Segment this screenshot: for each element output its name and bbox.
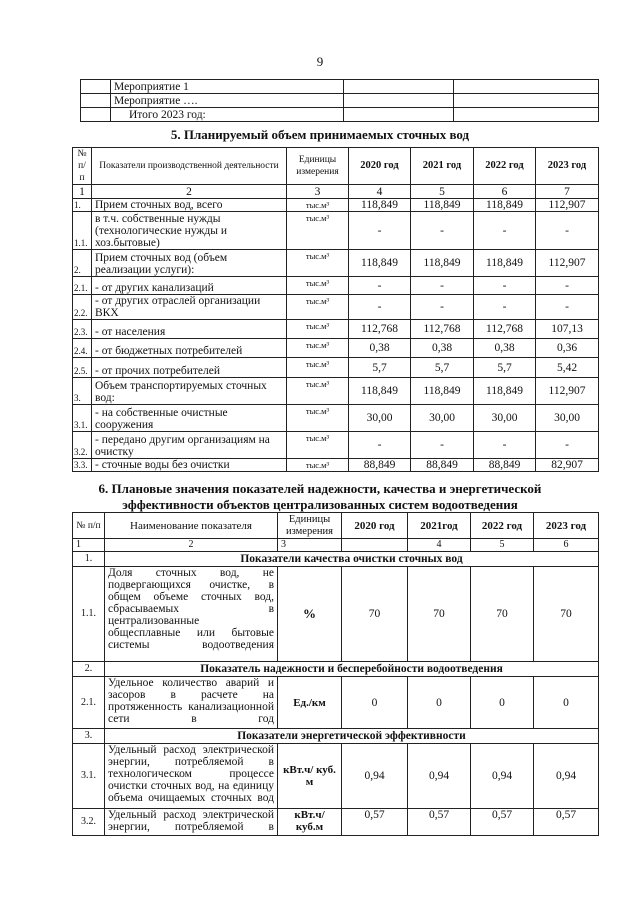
value-2021: 118,849	[411, 378, 474, 405]
table-row	[73, 677, 599, 729]
section-title: Показатели качества очистки сточных вод	[105, 552, 599, 567]
page-number: 9	[316, 54, 324, 69]
value-2021: -	[411, 295, 474, 320]
row-name: - от других канализаций	[92, 277, 287, 295]
section-row	[73, 729, 599, 744]
row-name: - передано другим организациям на очистку	[92, 432, 287, 459]
row-unit: тыс.м³	[287, 339, 349, 358]
row-no: 1.1.	[73, 212, 92, 250]
row-no: 2.5.	[73, 358, 92, 378]
table-row	[73, 809, 599, 836]
value-2021: 5,7	[411, 358, 474, 378]
row-name: - от других отраслей организации ВКХ	[92, 295, 287, 320]
row-unit: кВт.ч/ куб.м	[278, 809, 342, 836]
value-2021: -	[411, 212, 474, 250]
row-name: Прием сточных вод (объем реализации услуги):	[92, 250, 287, 277]
row-no: 3.3.	[73, 459, 92, 472]
row-name: в т.ч. собственные нужды (технологические нужды и хоз.бытовые)	[92, 212, 287, 250]
value-2020: 118,849	[349, 199, 411, 212]
table-row	[73, 744, 599, 809]
value-2023: 0,36	[536, 339, 599, 358]
row-name: - от бюджетных потребителей	[92, 339, 287, 358]
table-header-row	[73, 513, 599, 539]
value-2021: 0,94	[408, 744, 471, 809]
row-unit: тыс.м³	[287, 199, 349, 212]
index-cell: 6	[534, 539, 599, 552]
table-row	[73, 358, 599, 378]
row-no: 2.3.	[73, 320, 92, 339]
section-no: 1.	[73, 552, 105, 567]
row-no: 1.	[73, 199, 92, 212]
table-row	[73, 432, 599, 459]
row-no: 2.1.	[73, 277, 92, 295]
index-cell: 5	[411, 185, 474, 199]
value-2021: 112,768	[411, 320, 474, 339]
value-2023: 112,907	[536, 250, 599, 277]
row-unit: Ед./км	[278, 677, 342, 729]
header-2021: 2021год	[408, 513, 471, 539]
value-2021: 0	[408, 677, 471, 729]
value-2021: 118,849	[411, 250, 474, 277]
value-2020: 118,849	[349, 250, 411, 277]
index-cell: 5	[471, 539, 534, 552]
row-name: Удельный расход электрической энергии, потребляемой в	[105, 809, 278, 836]
value-2023: 30,00	[536, 405, 599, 432]
section-no: 2.	[73, 662, 105, 677]
row-unit: тыс.м³	[287, 295, 349, 320]
value-2023: 0,57	[534, 809, 599, 836]
index-cell: 7	[536, 185, 599, 199]
table-row	[73, 295, 599, 320]
header-2020: 2020 год	[349, 148, 411, 185]
value-2021: 30,00	[411, 405, 474, 432]
value-2023: 0,94	[534, 744, 599, 809]
table-row	[73, 212, 599, 250]
value-2023: 5,42	[536, 358, 599, 378]
measure-name: Мероприятие ….	[111, 94, 344, 108]
row-name: - сточные воды без очистки	[92, 459, 287, 472]
header-2023: 2023 год	[534, 513, 599, 539]
index-cell: 1	[73, 539, 105, 552]
value-2022: 118,849	[474, 378, 536, 405]
header-no: № п/п	[73, 513, 105, 539]
value-2020: -	[349, 432, 411, 459]
row-unit: %	[278, 567, 342, 662]
row-no: 3.1.	[73, 744, 105, 809]
row-name: - на собственные очистные сооружения	[92, 405, 287, 432]
table-header-row	[73, 148, 599, 185]
header-indicator: Показатели производственной деятельности	[92, 148, 287, 185]
row-unit: тыс.м³	[287, 212, 349, 250]
value-2020: 70	[342, 567, 408, 662]
header-2020: 2020 год	[342, 513, 408, 539]
row-unit: кВт.ч/ куб. м	[278, 744, 342, 809]
value-2021: 88,849	[411, 459, 474, 472]
table-row	[81, 108, 599, 122]
value-2021: -	[411, 277, 474, 295]
value-2021: 0,38	[411, 339, 474, 358]
table-row	[81, 94, 599, 108]
table-row	[73, 567, 599, 662]
table-row	[73, 339, 599, 358]
header-2021: 2021 год	[411, 148, 474, 185]
table-row	[73, 378, 599, 405]
value-2022: -	[474, 295, 536, 320]
header-2022: 2022 год	[471, 513, 534, 539]
index-cell: 4	[408, 539, 471, 552]
section5-title: 5. Планируемый объем принимаемых сточных вод	[170, 127, 470, 142]
section6-title-line1: 6. Плановые значения показателей надежности, качества и энергетической	[98, 481, 542, 496]
value-2023: 0	[534, 677, 599, 729]
total-label: Итого 2023 год:	[111, 108, 344, 122]
row-unit: тыс.м³	[287, 277, 349, 295]
row-no: 2.2.	[73, 295, 92, 320]
value-2023: -	[536, 432, 599, 459]
table-row	[73, 320, 599, 339]
row-unit: тыс.м³	[287, 250, 349, 277]
header-units: Единицы измерения	[287, 148, 349, 185]
row-no: 2.4.	[73, 339, 92, 358]
value-2023: -	[536, 295, 599, 320]
value-2020: 0,38	[349, 339, 411, 358]
section6-title	[0, 481, 640, 513]
value-2022: -	[474, 432, 536, 459]
value-2022: 70	[471, 567, 534, 662]
value-2023: 112,907	[536, 378, 599, 405]
value-2022: 118,849	[474, 199, 536, 212]
value-2020: -	[349, 212, 411, 250]
wastewater-volume-table	[72, 147, 599, 472]
header-2023: 2023 год	[536, 148, 599, 185]
row-no: 3.1.	[73, 405, 92, 432]
row-no: 1.1.	[73, 567, 105, 662]
section-row	[73, 662, 599, 677]
value-2021: -	[411, 432, 474, 459]
table-row	[73, 459, 599, 472]
row-no: 2.1.	[73, 677, 105, 729]
row-name: Прием сточных вод, всего	[92, 199, 287, 212]
table-row	[73, 277, 599, 295]
table-row	[73, 405, 599, 432]
section6-title-line2: эффективности объектов централизованных систем водоотведения	[122, 497, 518, 512]
value-2020: 0,94	[342, 744, 408, 809]
value-2020: 112,768	[349, 320, 411, 339]
value-2020: 30,00	[349, 405, 411, 432]
value-2020: 5,7	[349, 358, 411, 378]
value-2022: 112,768	[474, 320, 536, 339]
row-unit: тыс.м³	[287, 320, 349, 339]
value-2023: 112,907	[536, 199, 599, 212]
value-2022: 0,38	[474, 339, 536, 358]
section-title: Показатели энергетической эффективности	[105, 729, 599, 744]
row-unit: тыс.м³	[287, 358, 349, 378]
value-2020: 0,57	[342, 809, 408, 836]
value-2021: 70	[408, 567, 471, 662]
value-2022: 0,57	[471, 809, 534, 836]
value-2022: 118,849	[474, 250, 536, 277]
index-cell: 1	[73, 185, 92, 199]
value-2023: 70	[534, 567, 599, 662]
value-2022: 30,00	[474, 405, 536, 432]
header-indicator: Наименование показателя	[105, 513, 278, 539]
section-no: 3.	[73, 729, 105, 744]
table-row	[73, 199, 599, 212]
index-cell: 4	[349, 185, 411, 199]
value-2020: -	[349, 277, 411, 295]
row-no: 3.2.	[73, 432, 92, 459]
row-name: - от населения	[92, 320, 287, 339]
value-2020: 0	[342, 677, 408, 729]
value-2023: 82,907	[536, 459, 599, 472]
index-cell-empty	[342, 539, 408, 552]
value-2020: -	[349, 295, 411, 320]
value-2022: -	[474, 277, 536, 295]
index-cell: 6	[474, 185, 536, 199]
reliability-indicators-table	[72, 512, 599, 836]
row-no: 3.	[73, 378, 92, 405]
table-row	[73, 250, 599, 277]
row-unit: тыс.м³	[287, 405, 349, 432]
row-name: Удельное количество аварий и засоров в расчете на протяженность канализационной сети в год	[105, 677, 278, 729]
row-unit: тыс.м³	[287, 432, 349, 459]
value-2022: 88,849	[474, 459, 536, 472]
index-row	[73, 185, 599, 199]
value-2023: 107,13	[536, 320, 599, 339]
row-unit: тыс.м³	[287, 459, 349, 472]
measures-table	[80, 79, 599, 122]
header-2022: 2022 год	[474, 148, 536, 185]
value-2022: 0	[471, 677, 534, 729]
row-unit: тыс.м³	[287, 378, 349, 405]
section-title: Показатель надежности и бесперебойности водоотведения	[105, 662, 599, 677]
value-2022: 0,94	[471, 744, 534, 809]
header-no: № п/п	[73, 148, 92, 185]
index-cell: 3	[287, 185, 349, 199]
value-2020: 88,849	[349, 459, 411, 472]
row-name: Объем транспортируемых сточных вод:	[92, 378, 287, 405]
value-2023: -	[536, 212, 599, 250]
section-row	[73, 552, 599, 567]
index-row	[73, 539, 599, 552]
measure-name: Мероприятие 1	[111, 80, 344, 94]
index-cell: 3	[278, 539, 342, 552]
row-name: - от прочих потребителей	[92, 358, 287, 378]
table-row	[81, 80, 599, 94]
row-name: Доля сточных вод, не подвергающихся очистке, в общем объеме сточных вод, сбрасываемых в централизованные общесплавные или бытовые системы водоотведения	[105, 567, 278, 662]
row-no: 3.2.	[73, 809, 105, 836]
index-cell: 2	[92, 185, 287, 199]
index-cell: 2	[105, 539, 278, 552]
value-2023: -	[536, 277, 599, 295]
header-units: Единицы измерения	[278, 513, 342, 539]
value-2020: 118,849	[349, 378, 411, 405]
value-2021: 118,849	[411, 199, 474, 212]
value-2022: -	[474, 212, 536, 250]
value-2021: 0,57	[408, 809, 471, 836]
row-no: 2.	[73, 250, 92, 277]
row-name: Удельный расход электрической энергии, потребляемой в технологическом процессе очистки сточных вод, на единицу объема очищаемых сточных вод	[105, 744, 278, 809]
value-2022: 5,7	[474, 358, 536, 378]
